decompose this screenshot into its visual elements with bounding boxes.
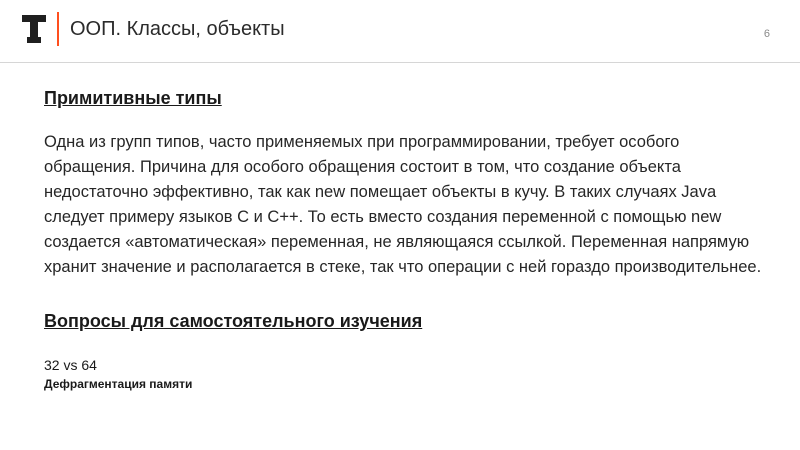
section-heading-primitive-types: Примитивные типы xyxy=(44,88,222,108)
section-heading-self-study: Вопросы для самостоятельного изучения xyxy=(44,311,423,331)
slide-title: ООП. Классы, объекты xyxy=(70,18,285,40)
header-divider xyxy=(0,62,800,63)
title-divider xyxy=(57,12,59,46)
t-logo-icon xyxy=(22,15,46,43)
page-number: 6 xyxy=(763,28,770,40)
self-study-list xyxy=(44,356,192,394)
list-item: 32 vs 64 xyxy=(44,357,97,373)
list-item: Дефрагментация памяти xyxy=(44,377,193,391)
body-paragraph: Одна из групп типов, часто применяемых при программировании, требует особого обращения. Причина для особого обращения состоит в том, что создание объекта недостаточно эффективно, так как new помещает объекты в кучу. В таких случаях Java следует примеру языков С и С++. То есть вместо создания переменной с помощью new создается «автоматическая» переменная, не являющаяся ссылкой. Переменная напрямую хранит значение и располагается в стеке, так что операции с ней гораздо производительнее. xyxy=(44,133,762,276)
